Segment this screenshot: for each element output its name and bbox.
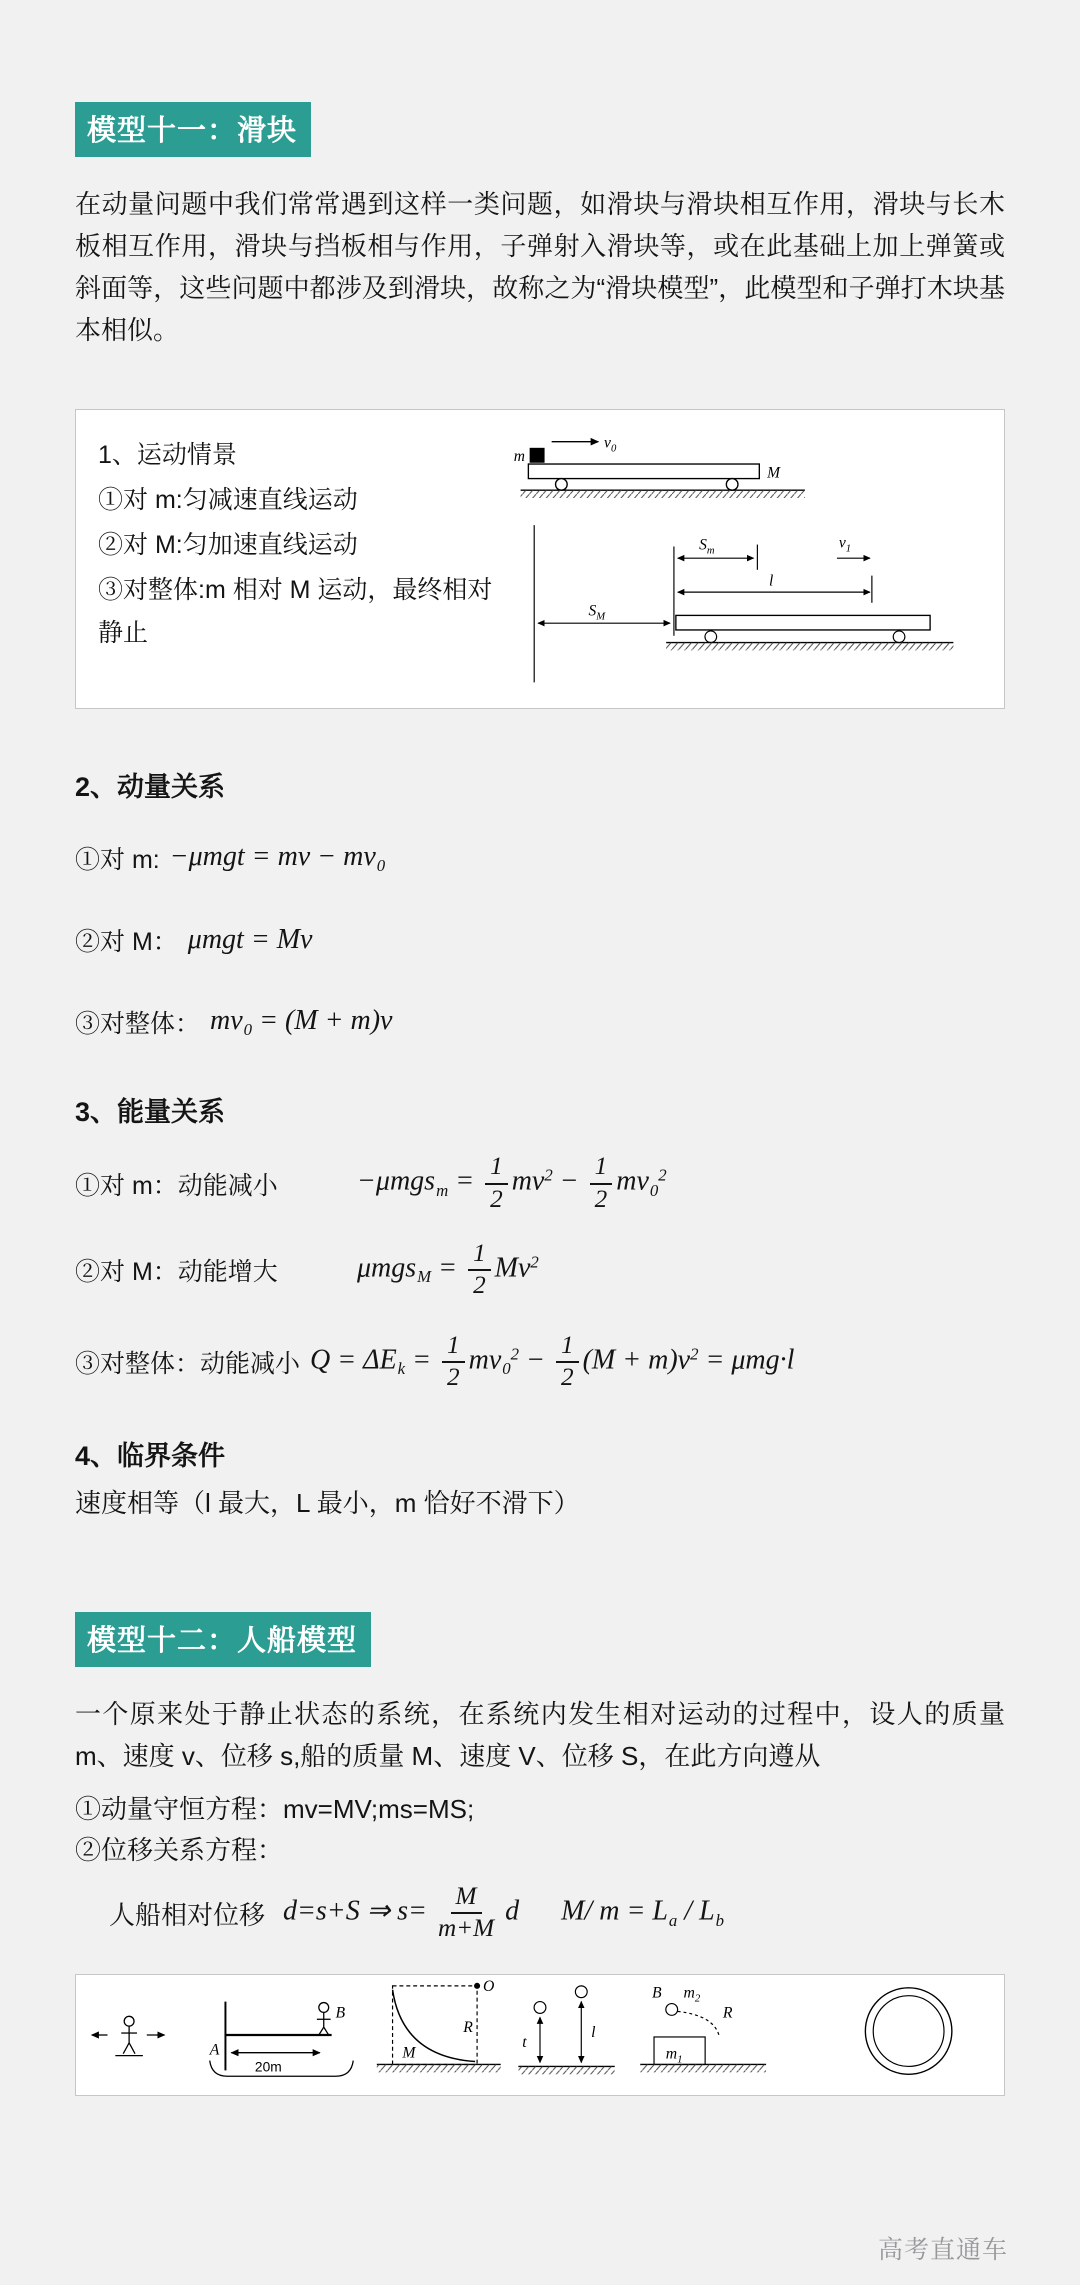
- label-Sm: $S_m$: [699, 536, 715, 557]
- ground-hatch: [377, 2064, 501, 2072]
- momentum-item-2: [75, 922, 1005, 958]
- label-R: R: [463, 2018, 473, 2036]
- scene-heading: 1、运动情景: [98, 441, 237, 470]
- wheel-scene: [865, 1987, 952, 2074]
- formula-math: d=s+S ⇒ s= $\frac{M}{m+M}$ d M/ $m = L_a / L_b$: [283, 1883, 725, 1943]
- ground-hatch: [666, 643, 953, 651]
- label-B2: B: [652, 1984, 662, 2002]
- label-R2: R: [722, 2003, 733, 2021]
- displacement-formula-row: [75, 1883, 1005, 1943]
- label-v1: $v_1$: [838, 534, 852, 555]
- ball-B: [666, 2003, 678, 2015]
- formula-math: −μmgt = mv − $mv_0$: [169, 841, 386, 875]
- person-head: [124, 2016, 134, 2026]
- label-M: M: [402, 2044, 416, 2062]
- formula-label: ①对 m：动能减小: [75, 1171, 278, 1200]
- model12-title: 模型十二：人船模型: [75, 1612, 371, 1667]
- slider-bottom-scene: [534, 526, 953, 683]
- label-B: B: [335, 2003, 346, 2021]
- scene-line-2: ②对 M:匀加速直线运动: [98, 531, 358, 560]
- formula-label: ①对 m:: [75, 846, 160, 875]
- label-l: l: [591, 2023, 596, 2041]
- motion-scene-text: [98, 428, 506, 696]
- slider-diagram: [506, 432, 968, 694]
- formula-label: 人船相对位移: [109, 1899, 266, 1930]
- momentum-item-3: [75, 1004, 1005, 1040]
- person-boat-diagram: [78, 1976, 1002, 2094]
- label-M: M: [767, 465, 781, 483]
- label-t: t: [522, 2033, 527, 2051]
- label-20m: 20m: [254, 2058, 282, 2074]
- ball: [534, 2001, 546, 2013]
- inner-ring: [873, 1995, 944, 2066]
- model12-intro: 一个原来处于静止状态的系统，在系统内发生相对运动的过程中，设人的质量 m、速度 v、位移 s,船的质量 M、速度 V、位移 S，在此方向遵从: [75, 1698, 1005, 1771]
- energy-item-1: [75, 1153, 1005, 1213]
- block-m: [530, 449, 544, 463]
- outer-ring: [865, 1987, 952, 2074]
- slide-scene: [377, 1983, 501, 2072]
- arc-R: [678, 2011, 719, 2035]
- label-SM: $S_M$: [588, 602, 606, 623]
- formula-label: ③对整体：: [75, 1010, 201, 1039]
- energy-item-3: [75, 1326, 1005, 1398]
- critical-heading: 4、临界条件: [75, 1440, 226, 1471]
- model11-title: 模型十一：滑块: [75, 102, 311, 157]
- watermark: 高考直通车: [877, 2236, 1008, 2264]
- label-A: A: [209, 2041, 220, 2059]
- person-boat-diagram-box: [75, 1974, 1005, 2096]
- board-M-final: [676, 616, 930, 631]
- person-head: [319, 2002, 329, 2012]
- momentum-item-1: [75, 840, 1005, 876]
- conservation-equation-line: ①动量守恒方程：mv=MV;ms=MS;: [75, 1794, 475, 1825]
- boat-scene: [92, 2001, 353, 2076]
- energy-item-2: [75, 1234, 1005, 1306]
- scene-line-1: ①对 m:匀减速直线运动: [98, 486, 358, 515]
- cart-scene: [640, 2003, 766, 2072]
- formula-math: −μmgs$_m$ = $\frac{1}{2}$ $mv^2$ − $\frac{1}{2}$ $mv_0^2$: [357, 1153, 667, 1213]
- label-m1: $m_1$: [665, 2045, 683, 2066]
- formula-math: μmgt = Mv: [187, 924, 313, 956]
- board-M: [528, 464, 759, 479]
- momentum-heading: 2、动量关系: [75, 772, 226, 803]
- scene-line-3: ③对整体:m 相对 M 运动，最终相对静止: [98, 576, 493, 648]
- motion-scene-box: [75, 409, 1005, 709]
- slider-top-scene: [521, 442, 805, 498]
- formula-math: $mv_0 = (M + m)v$: [210, 1005, 393, 1039]
- label-m: m: [513, 448, 526, 466]
- ground-hatch: [640, 2064, 766, 2072]
- formula-label: ②对 M：动能增大: [75, 1257, 278, 1286]
- label-l: l: [769, 572, 774, 590]
- energy-heading: 3、能量关系: [75, 1097, 226, 1128]
- label-v0: $v_0$: [604, 434, 617, 455]
- formula-label: ②对 M：: [75, 928, 178, 957]
- label-O: O: [482, 1977, 495, 1995]
- displacement-equation-line: ②位移关系方程：: [75, 1835, 284, 1866]
- formula-label: ③对整体：动能减小: [75, 1349, 301, 1378]
- critical-line: 速度相等（l 最大，L 最小，m 恰好不滑下）: [75, 1487, 580, 1518]
- ground-hatch: [518, 2066, 614, 2074]
- label-m2: $m_2$: [683, 1984, 701, 2005]
- ball: [575, 1985, 587, 1997]
- ground-hatch: [521, 491, 805, 499]
- drop-scene: [518, 1985, 614, 2073]
- formula-math: $Q = \Delta E_k$ = $\frac{1}{2}$ $mv_0^2$ − $\frac{1}{2}$ $(M + m)v^2 = \mu mg\cdot l$: [310, 1331, 795, 1391]
- formula-math: μmgs$_M$ = $\frac{1}{2}$ Mv$^2$: [357, 1239, 539, 1299]
- model11-intro: 在动量问题中我们常常遇到这样一类问题，如滑块与滑块相互作用，滑块与长木板相互作用，滑块与挡板相与作用，子弹射入滑块等，或在此基础上加上弹簧或斜面等，这些问题中都涉及到滑块，故称之为“滑块模型”，此模型和子弹打木块基本相似。: [75, 189, 1005, 346]
